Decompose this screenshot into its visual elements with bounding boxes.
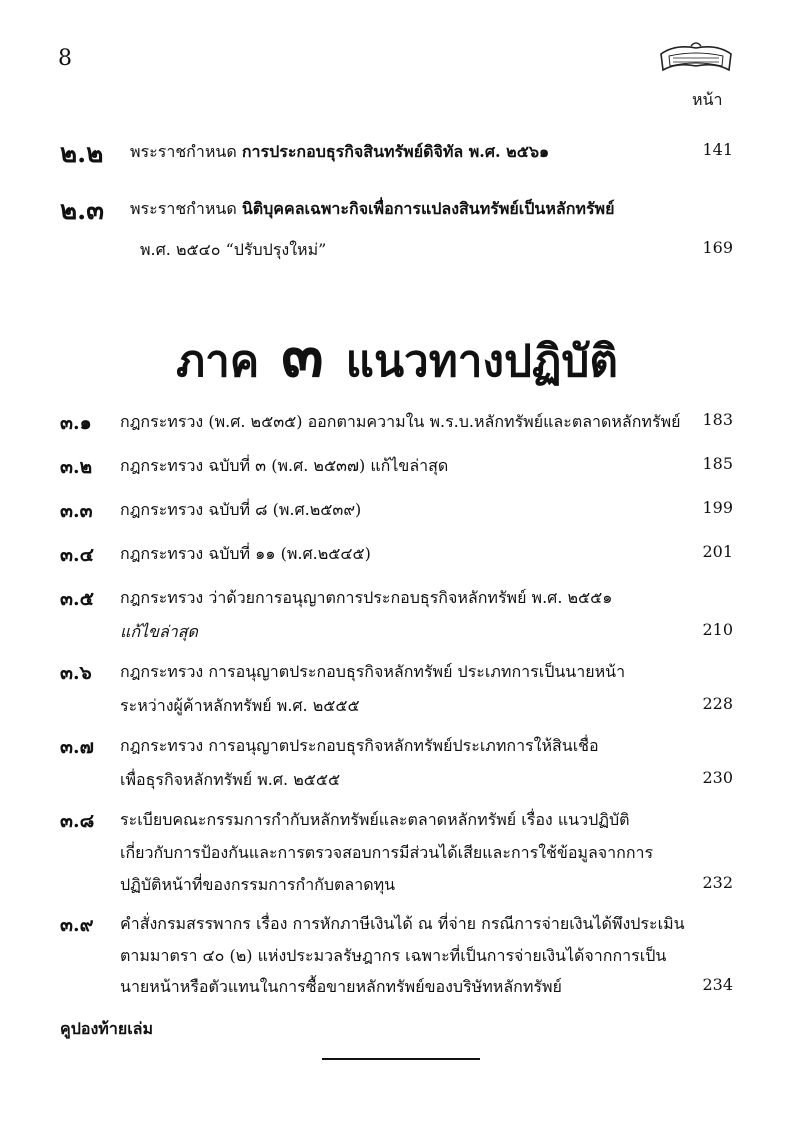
toc-title-continuation: ระหว่างผู้ค้าหลักทรัพย์ พ.ศ. ๒๕๕๕ [120, 696, 360, 715]
toc-title-main: การประกอบธุรกิจสินทรัพย์ดิจิทัล พ.ศ. ๒๕๖๑ [241, 142, 550, 161]
toc-title [130, 197, 614, 222]
toc-page: 228 [702, 694, 733, 713]
toc-number: ๓.๙ [60, 914, 94, 936]
toc-title-prefix: พระราชกำหนด [130, 142, 237, 161]
toc-number: ๓.๑ [60, 412, 92, 434]
toc-title: ระเบียบคณะกรรมการกำกับหลักทรัพย์และตลาดหลักทรัพย์ เรื่อง แนวปฏิบัติ [120, 810, 630, 829]
footer-divider [322, 1058, 480, 1060]
toc-page: 234 [702, 975, 733, 994]
toc-number: ๓.๔ [60, 544, 94, 566]
page-column-label: หน้า [692, 90, 723, 109]
toc-page: 183 [702, 410, 733, 429]
toc-number: ๒.๒ [60, 139, 104, 169]
toc-number: ๓.๓ [60, 500, 93, 522]
toc-title-continuation: นายหน้าหรือตัวแทนในการซื้อขายหลักทรัพย์ของบริษัทหลักทรัพย์ [120, 977, 562, 996]
toc-page: 201 [702, 542, 733, 561]
section-title: แนวทางปฏิบัติ [345, 336, 618, 387]
toc-number: ๓.๕ [60, 588, 94, 610]
page-number: 8 [58, 46, 72, 71]
toc-page: 185 [702, 454, 733, 473]
section-heading [0, 306, 794, 404]
section-number: ๓ [281, 318, 324, 391]
toc-title-continuation: แก้ไขล่าสุด [120, 622, 198, 641]
toc-title-main: นิติบุคคลเฉพาะกิจเพื่อการแปลงสินทรัพย์เป็นหลักทรัพย์ [241, 199, 615, 218]
toc-number: ๓.๘ [60, 810, 95, 832]
publisher-logo [655, 40, 737, 78]
toc-title-continuation: เกี่ยวกับการป้องกันและการตรวจสอบการมีส่วนได้เสียและการใช้ข้อมูลจากการ [120, 843, 654, 862]
toc-page: 169 [702, 238, 733, 257]
toc-title-continuation: พ.ศ. ๒๕๔๐ “ปรับปรุงใหม่” [140, 240, 327, 259]
toc-title: กฎกระทรวง ฉบับที่ ๑๑ (พ.ศ.๒๕๔๕) [120, 544, 371, 563]
toc-title-continuation: ปฏิบัติหน้าที่ของกรรมการกำกับตลาดทุน [120, 875, 396, 894]
toc-number: ๒.๓ [60, 196, 104, 226]
toc-title: กฎกระทรวง การอนุญาตประกอบธุรกิจหลักทรัพย์ ประเภทการเป็นนายหน้า [120, 662, 626, 681]
toc-title-continuation: ตามมาตรา ๔๐ (๒) แห่งประมวลรัษฎากร เฉพาะที่เป็นการจ่ายเงินได้จากการเป็น [120, 946, 667, 965]
toc-page: 141 [702, 140, 733, 159]
toc-title: กฎกระทรวง (พ.ศ. ๒๕๓๕) ออกตามความใน พ.ร.บ.หลักทรัพย์และตลาดหลักทรัพย์ [120, 412, 681, 431]
toc-page: 232 [702, 873, 733, 892]
section-label: ภาค [176, 336, 260, 387]
toc-page: 210 [702, 620, 733, 639]
toc-page: 199 [702, 498, 733, 517]
toc-title: กฎกระทรวง ฉบับที่ ๓ (พ.ศ. ๒๕๓๗) แก้ไขล่าสุด [120, 456, 449, 475]
toc-number: ๓.๒ [60, 456, 93, 478]
toc-title [130, 140, 549, 165]
toc-title: คำสั่งกรมสรรพากร เรื่อง การหักภาษีเงินได้ ณ ที่จ่าย กรณีการจ่ายเงินได้พึงประเมิน [120, 914, 685, 933]
toc-title: กฎกระทรวง ฉบับที่ ๘ (พ.ศ.๒๕๓๙) [120, 500, 362, 519]
toc-number: ๓.๖ [60, 662, 92, 684]
toc-number: ๓.๗ [60, 736, 94, 758]
toc-title: กฎกระทรวง ว่าด้วยการอนุญาตการประกอบธุรกิจหลักทรัพย์ พ.ศ. ๒๕๕๑ [120, 588, 613, 607]
toc-title-prefix: พระราชกำหนด [130, 199, 237, 218]
toc-title-continuation: เพื่อธุรกิจหลักทรัพย์ พ.ศ. ๒๕๕๕ [120, 770, 341, 789]
toc-page: 230 [702, 768, 733, 787]
toc-title: กฎกระทรวง การอนุญาตประกอบธุรกิจหลักทรัพย์ประเภทการให้สินเชื่อ [120, 736, 599, 755]
coupon-note: คูปองท้ายเล่ม [60, 1019, 154, 1038]
